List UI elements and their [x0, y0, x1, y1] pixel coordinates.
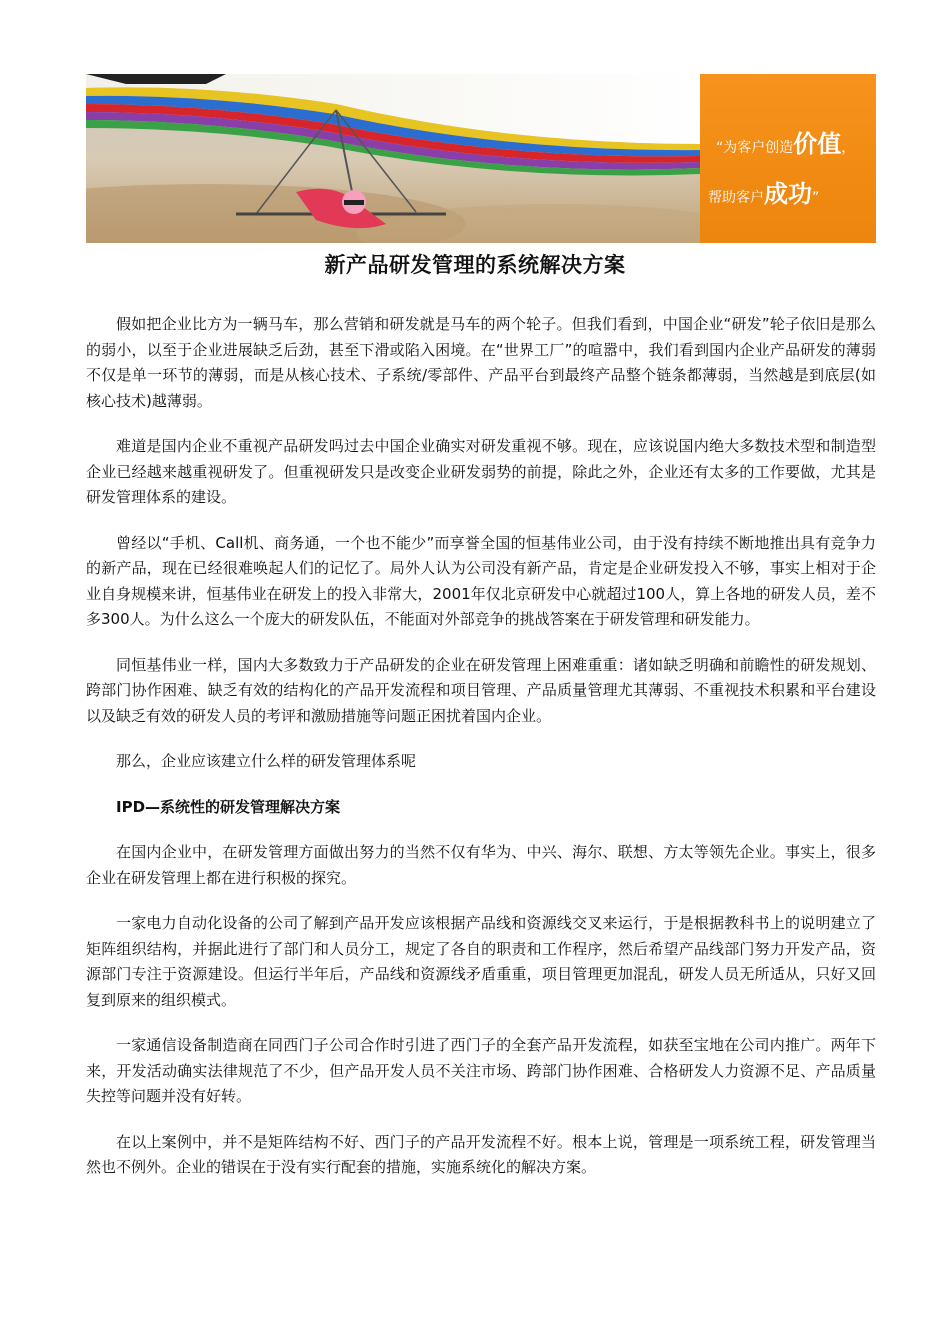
- paragraph: 一家电力自动化设备的公司了解到产品开发应该根据产品线和资源线交叉来运行，于是根据教科书上的说明建立了矩阵组织结构，并据此进行了部门和人员分工，规定了各自的职责和工作程序，然后希望产品线部门努力开发产品，资源部门专注于资源建设。但运行半年后，产品线和资源线矛盾重重，项目管理更加混乱，研发人员无所适从，只好又回复到原来的组织模式。: [86, 914, 876, 1009]
- paragraph: 难道是国内企业不重视产品研发吗过去中国企业确实对研发重视不够。现在，应该说国内绝大多数技术型和制造型企业已经越来越重视研发了。但重视研发只是改变企业研发弱势的前提，除此之外，企业还有太多的工作要做，尤其是研发管理体系的建设。: [86, 437, 876, 506]
- slogan-2-emphasis: 成功: [764, 180, 812, 208]
- paragraph: 曾经以“手机、Call机、商务通，一个也不能少”而享誉全国的恒基伟业公司，由于没有持续不断地推出具有竞争力的新产品，现在已经很难唤起人们的记忆了。局外人认为公司没有新产品，肯定是企业研发投入不够，事实上相对于企业自身规模来讲，恒基伟业在研发上的投入非常大，2001年仅北京研发中心就超过100人，算上各地的研发人员，差不多300人。为什么这么一个庞大的研发队伍，不能面对外部竞争的挑战答案在于研发管理和研发能力。: [86, 533, 876, 628]
- document-body: [86, 312, 876, 1201]
- document-title: 新产品研发管理的系统解决方案: [324, 253, 626, 277]
- slogan-2-suffix: ”: [812, 190, 820, 206]
- paragraph: 在国内企业中，在研发管理方面做出努力的当然不仅有华为、中兴、海尔、联想、方太等领先企业。事实上，很多企业在研发管理上都在进行积极的探究。: [86, 843, 876, 887]
- slogan-line-1: [716, 124, 855, 159]
- section-heading: IPD—系统性的研发管理解决方案: [116, 797, 341, 816]
- slogan-1-suffix: ，: [841, 140, 856, 156]
- slogan-line-2: [708, 174, 819, 209]
- slogan-1-emphasis: 价值: [793, 130, 842, 158]
- paragraph: 那么，企业应该建立什么样的研发管理体系呢: [116, 752, 417, 770]
- hang-glider-photo: [86, 74, 700, 243]
- paragraph: 假如把企业比方为一辆马车，那么营销和研发就是马车的两个轮子。但我们看到，中国企业“研发”轮子依旧是那么的弱小，以至于企业进展缺乏后劲，甚至下滑或陷入困境。在“世界工厂”的喧嚣中，我们看到国内企业产品研发的薄弱不仅是单一环节的薄弱，而是从核心技术、子系统/零部件、产品平台到最终产品整个链条都薄弱，当然越是到底层(如核心技术)越薄弱。: [86, 315, 876, 410]
- slogan-1-prefix: “为客户创造: [716, 140, 794, 156]
- paragraph: 一家通信设备制造商在同西门子公司合作时引进了西门子的全套产品开发流程，如获至宝地在公司内推广。两年下来，开发活动确实法律规范了不少，但产品开发人员不关注市场、跨部门协作困难、合格研发人力资源不足、产品质量失控等问题并没有好转。: [86, 1036, 876, 1105]
- paragraph: 同恒基伟业一样，国内大多数致力于产品研发的企业在研发管理上困难重重：诸如缺乏明确和前瞻性的研发规划、跨部门协作困难、缺乏有效的结构化的产品开发流程和项目管理、产品质量管理尤其薄弱、不重视技术积累和平台建设以及缺乏有效的研发人员的考评和激励措施等问题正困扰着国内企业。: [86, 655, 876, 725]
- paragraph: 在以上案例中，并不是矩阵结构不好、西门子的产品开发流程不好。根本上说，管理是一项系统工程，研发管理当然也不例外。企业的错误在于没有实行配套的措施，实施系统化的解决方案。: [86, 1132, 876, 1176]
- header-banner: [86, 74, 876, 243]
- slogan-panel: [700, 74, 876, 243]
- slogan-2-prefix: 帮助客户: [708, 190, 764, 206]
